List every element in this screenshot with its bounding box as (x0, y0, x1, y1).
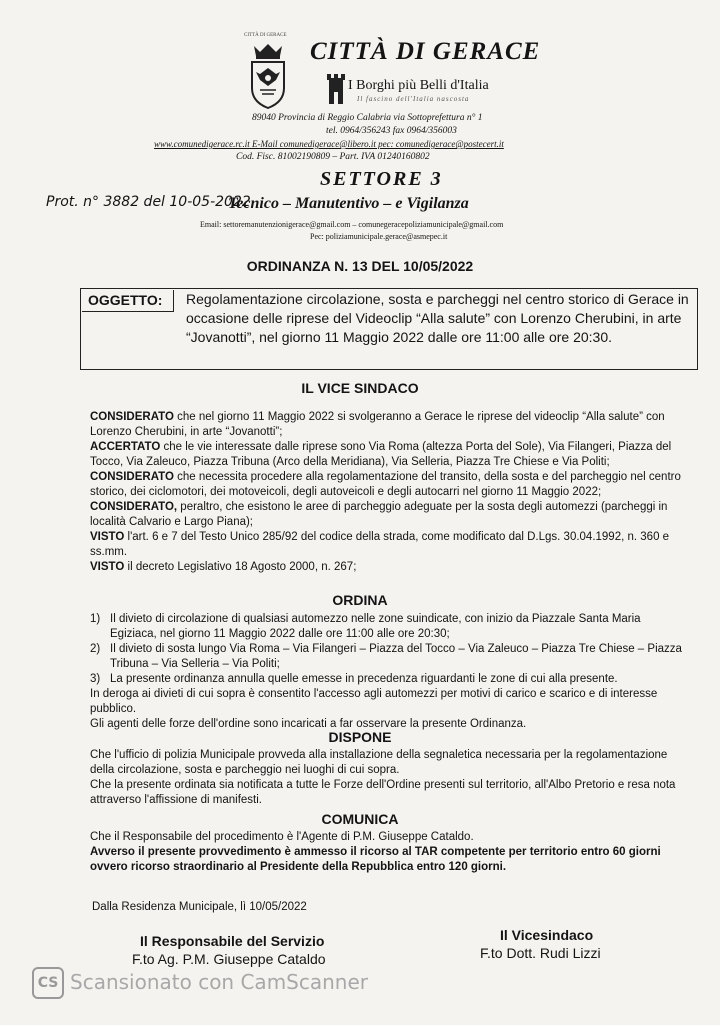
consideration-6: VISTO il decreto Legislativo 18 Agosto 2000, n. 267; (90, 561, 357, 573)
camscanner-logo-icon: CS (32, 967, 64, 999)
ordinanza-number: ORDINANZA N. 13 DEL 10/05/2022 (246, 258, 474, 274)
considerations (90, 410, 690, 575)
ordina-item: 2) Il divieto di sosta lungo Via Roma – Via Filangeri – Piazza del Tocco – Via Zaleuco – Piazza Tre Chiese – Piazza Tribuna – Via Selleria – Via Politi; (90, 643, 682, 670)
dispone-text (90, 748, 690, 808)
borghi-label: I Borghi più Belli d'Italia (348, 78, 489, 93)
borghi-tower-icon (326, 74, 346, 104)
phone: tel. 0964/356243 fax 0964/356003 (326, 126, 457, 136)
city-title: CITTÀ DI GERACE (310, 38, 541, 65)
coat-of-arms-icon (246, 42, 290, 110)
dispone-title: DISPONE (328, 729, 392, 745)
sign-left-name: F.to Ag. P.M. Giuseppe Cataldo (132, 951, 326, 967)
consideration-5: VISTO l'art. 6 e 7 del Testo Unico 285/92 del codice della strada, come modificato dal D.Lgs. 30.04.1992, n. 360 e ss.mm. (90, 531, 670, 558)
sign-right-name: F.to Dott. Rudi Lizzi (480, 945, 601, 961)
consideration-1: CONSIDERATO che nel giorno 11 Maggio 2022 si svolgeranno a Gerace le riprese del videoclip “Alla salute” con Lorenzo Cherubini, in arte “Jovanotti”; (90, 411, 665, 438)
consideration-4: CONSIDERATO, peraltro, che esistono le aree di parcheggio adeguate per la sosta degli automezzi (parcheggi in località Calvario e Largo Piana); (90, 501, 668, 528)
fiscal-code: Cod. Fisc. 81002190809 – Part. IVA 01240160802 (236, 152, 430, 162)
web-email-pec: www.comunedigerace.rc.it E-Mail comunedigerace@libero.it pec: comunedigerace@postecert.it (154, 139, 504, 149)
ordina-list (90, 612, 690, 732)
camscanner-watermark: Scansionato con CamScanner (70, 970, 368, 994)
header-small-city: CITTÀ DI GERACE (244, 33, 287, 38)
consideration-3: CONSIDERATO che necessita procedere alla regolamentazione del transito, della sosta e del parcheggio nel centro storico, dei ciclomotori, dei motoveicoli, degli autoveicoli e degli autocarri nel giorno 11 Maggio 2022; (90, 471, 681, 498)
comunica-text (90, 830, 690, 875)
protocol-handwritten: Prot. n° 3882 del 10-05-2022 (46, 194, 251, 210)
sector-title: SETTORE 3 (320, 168, 443, 190)
ordina-title: ORDINA (332, 592, 388, 608)
address: 89040 Provincia di Reggio Calabria via Sottoprefettura n° 1 (252, 113, 483, 123)
comunica-1: Che il Responsabile del procedimento è l'Agente di P.M. Giuseppe Cataldo. (90, 831, 474, 843)
oggetto-text: Regolamentazione circolazione, sosta e parcheggi nel centro storico di Gerace in occasione delle riprese del Videoclip “Alla salute” con Lorenzo Cherubini, in arte “Jovanotti”, nel giorno 11 Maggio 2022 dalle ore 11:00 alle ore 20:30. (186, 291, 689, 345)
sign-right-title: Il Vicesindaco (500, 927, 594, 943)
borghi-subtitle: Il fascino dell'Italia nascosta (357, 95, 470, 103)
sector-email: Email: settoremanutenzionigerace@gmail.com – comunegeracepoliziamunicipale@gmail.com (200, 220, 504, 229)
oggetto-label: OGGETTO: (82, 290, 174, 312)
comunica-title: COMUNICA (321, 811, 399, 827)
vice-sindaco-title: IL VICE SINDACO (301, 380, 419, 396)
deroga-text: In deroga ai divieti di cui sopra è consentito l'accesso agli automezzi per motivi di carico e scarico e di interesse pubblico. (90, 688, 658, 715)
sign-left-title: Il Responsabile del Servizio (140, 933, 325, 949)
dispone-1: Che l'ufficio di polizia Municipale provveda alla installazione della segnaletica necessaria per la regolamentazione della circolazione, sosta e parcheggio nei luoghi di cui sopra. (90, 749, 668, 776)
sector-name: Tecnico – Manutentivo – e Vigilanza (228, 195, 469, 212)
sector-pec: Pec: poliziamunicipale.gerace@asmepec.it (310, 232, 448, 241)
comunica-2: Avverso il presente provvedimento è ammesso il ricorso al TAR competente per territorio entro 60 giorni ovvero ricorso straordinario al Presidente della Repubblica entro 120 giorni. (90, 846, 661, 873)
consideration-2: ACCERTATO che le vie interessate dalle riprese sono Via Roma (altezza Porta del Sole), Via Filangeri, Piazza del Tocco, Via Zaleuco, Piazza Tribuna (Arco della Meridiana), Via Selleria, Piazza Tre Chiese e Via Politi; (90, 441, 672, 468)
ordina-item: 1) Il divieto di circolazione di qualsiasi automezzo nelle zone suindicate, con inizio da Piazzale Santa Maria Egiziaca, nel giorno 11 Maggio 2022 dalle ore 11:00 alle ore 20:30; (90, 613, 641, 640)
agenti-text: Gli agenti delle forze dell'ordine sono incaricati a far osservare la presente Ordinanza. (90, 718, 527, 730)
ordina-item: 3) La presente ordinanza annulla quelle emesse in precedenza riguardanti le zone di cui alla presente. (90, 673, 618, 685)
dispone-2: Che la presente ordinata sia notificata a tutte le Forze dell'Ordine presenti sul territorio, all'Albo Pretorio e resa nota attraverso l'affissione di manifesti. (90, 779, 676, 806)
date-line: Dalla Residenza Municipale, lì 10/05/2022 (92, 901, 307, 913)
